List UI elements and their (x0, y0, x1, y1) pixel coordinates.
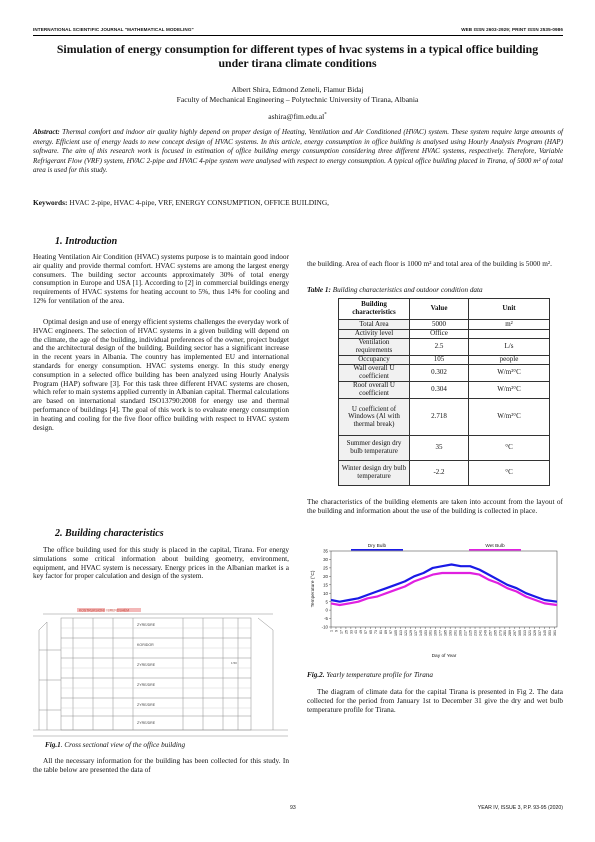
table-cell: m² (469, 320, 550, 330)
x-tick-label: 225 (468, 630, 473, 636)
table-cell: 0.302 (410, 365, 469, 382)
fig1-top-label: KOSTRUKSIONI I BRENDSHËM (79, 608, 130, 613)
right-paragraph-1: the building. Area of each floor is 1000 m² and total area of the building is 5000 m². (307, 259, 552, 268)
abstract (33, 128, 563, 176)
x-tick-label: 33 (349, 630, 354, 634)
table-header-cell: Unit (469, 299, 550, 320)
authors: Albert Shira, Edmond Zeneli, Flamur Bidaj (231, 85, 364, 94)
y-tick-label: 10 (323, 590, 328, 596)
fig1-room-label: ZYRE/DRE (137, 683, 156, 687)
x-tick-label: 65 (369, 630, 374, 634)
x-tick-label: 201 (453, 630, 458, 636)
x-tick-label: 81 (379, 630, 384, 634)
x-tick-label: 257 (488, 630, 493, 636)
table-1-grid (338, 298, 550, 486)
table-cell: Summer design dry bulb temperature (339, 436, 410, 461)
y-tick-label: 25 (323, 565, 328, 571)
table1-caption-text: Building characteristics and outdoor condition data (332, 286, 483, 294)
table-cell: 0.304 (410, 382, 469, 399)
table-cell: Activity level (339, 330, 410, 339)
y-tick-label: 30 (323, 557, 328, 563)
x-tick-label: 305 (518, 630, 523, 636)
x-tick-label: 17 (339, 630, 344, 634)
fig1-room-label: KORIDOR (137, 643, 154, 647)
table-cell: Winter design dry bulb temperature (339, 461, 410, 486)
building-paragraph-2: All the necessary information for the building has been collected for this study. In the table below are presented the data of (33, 756, 289, 774)
y-axis-label: Temperature (°C) (311, 570, 316, 608)
table-row (339, 436, 550, 461)
table-row (339, 356, 550, 365)
contact-email (45, 112, 550, 121)
x-tick-label: 57 (364, 630, 369, 634)
x-tick-label: 265 (493, 630, 498, 636)
table-row (339, 339, 550, 356)
table-cell: people (469, 356, 550, 365)
keywords-text: HVAC 2-pipe, HVAC 4-pipe, VRF, ENERGY CONSUMPTION, OFFICE BUILDING, (69, 198, 330, 207)
journal-header-right: WEB ISSN 2603-2929; PRINT ISSN 2535-0986 (461, 27, 563, 32)
x-tick-label: 233 (473, 630, 478, 636)
x-tick-label: 137 (413, 630, 418, 636)
y-tick-label: 15 (323, 582, 328, 588)
table-cell: -2.2 (410, 461, 469, 486)
email-footnote-mark: * (324, 112, 327, 118)
x-tick-label: 9 (334, 630, 339, 632)
page-number: 93 (290, 805, 296, 811)
table-cell: Ventilation requirements (339, 339, 410, 356)
email-link[interactable]: ashira@fim.edu.al (268, 112, 325, 121)
x-tick-label: 337 (538, 630, 543, 636)
section-building-heading: 2. Building characteristics (55, 528, 164, 539)
table-cell: °C (469, 436, 550, 461)
x-tick-label: 329 (533, 630, 538, 636)
table-cell: L/s (469, 339, 550, 356)
fig1-room-label: ZYRE/DRE (137, 721, 156, 725)
x-tick-label: 289 (508, 630, 513, 636)
x-tick-label: 161 (428, 630, 433, 636)
x-tick-label: 249 (483, 630, 488, 636)
section-introduction-heading: 1. Introduction (55, 236, 118, 247)
x-axis-label: Day of Year (431, 654, 457, 659)
table-header-row (339, 299, 550, 320)
plot-area (331, 551, 557, 627)
table-header-cell: Value (410, 299, 469, 320)
fig2-caption-text: Yearly temperature profile for Tirana (326, 671, 433, 679)
x-tick-label: 169 (433, 630, 438, 636)
table-row (339, 330, 550, 339)
abstract-label: Abstract: (33, 128, 60, 136)
fig1-label: Fig.1 (45, 741, 61, 749)
table-row (339, 365, 550, 382)
x-tick-label: 121 (403, 630, 408, 636)
keywords-label: Keywords: (33, 198, 68, 207)
table-cell: Total Area (339, 320, 410, 330)
x-tick-label: 217 (463, 630, 468, 636)
x-tick-label: 25 (344, 630, 349, 634)
intro-paragraph-1: Heating Ventilation Air Condition (HVAC) systems purpose is to maintain good indoor air quality and provide thermal comfort. HVAC systems are among the largest energy consumers. The building sector accounts approximately 30% of total energy consumption in Europe and USA [1]. According to [2] in commercial buildings energy requirements of HVAC systems for heating account to 5%, thus 14% for cooling and 12% for ventilation of the area. (33, 252, 289, 305)
table-1 (338, 298, 550, 486)
table-header-cell: Building characteristics (339, 299, 410, 320)
table-cell: 105 (410, 356, 469, 365)
table-row (339, 382, 550, 399)
table-cell: 35 (410, 436, 469, 461)
table-cell: 2.5 (410, 339, 469, 356)
x-tick-label: 1 (329, 630, 334, 632)
legend-swatch (469, 549, 521, 551)
table-cell: 5000 (410, 320, 469, 330)
x-tick-label: 73 (374, 630, 379, 634)
building-paragraph: The office building used for this study is placed in the capital, Tirana. For energy simulations some critical information about building geometry, environment, equipment, and HVAC system is necessary. Energy prices in the Albanian market is a key factor for proper calculation and design of the system. (33, 545, 289, 581)
x-tick-label: 97 (389, 630, 394, 634)
y-tick-label: 35 (323, 548, 328, 554)
journal-header-left: INTERNATIONAL SCIENTIFIC JOURNAL "MATHEMATICAL MODELING" (33, 27, 194, 32)
x-tick-label: 321 (528, 630, 533, 636)
legend-swatch (351, 549, 403, 551)
x-tick-label: 41 (354, 630, 359, 634)
fig1-room-label: ZYRE/DRE (137, 623, 156, 627)
series-line-wet-bulb (331, 573, 557, 605)
fig1-room-label: ZYRE/DRE (137, 663, 156, 667)
y-tick-label: 5 (325, 599, 328, 605)
x-tick-label: 185 (443, 630, 448, 636)
x-tick-label: 153 (423, 630, 428, 636)
x-tick-label: 193 (448, 630, 453, 636)
x-tick-label: 345 (542, 630, 547, 636)
keywords (33, 198, 563, 207)
right-paragraph-3: The diagram of climate data for the capital Tirana is presented in Fig 2. The data collected for the period from January 1st to December 31 give the dry and wet bulb temperature profile for Tirana. (307, 687, 563, 714)
x-tick-label: 313 (523, 630, 528, 636)
table-cell: W/m²°C (469, 399, 550, 436)
right-paragraph-2: The characteristics of the building elements are taken into account from the layout of the building and information about the use of the building is collected in place. (307, 497, 563, 515)
issue-info: YEAR IV, ISSUE 3, P.P. 93-95 (2020) (477, 805, 563, 811)
table-cell: 2.718 (410, 399, 469, 436)
legend-label: Wet Bulb (485, 544, 505, 549)
table-cell (469, 330, 550, 339)
table-cell: Office (410, 330, 469, 339)
fig1-room-label: ZYRE/DRE (137, 703, 156, 707)
x-tick-label: 241 (478, 630, 483, 636)
table-cell: U coefficient of Windows (Al with thermal break) (339, 399, 410, 436)
legend-label: Dry Bulb (367, 544, 387, 549)
x-tick-label: 297 (513, 630, 518, 636)
table-cell: Occupancy (339, 356, 410, 365)
intro-paragraph-2: Optimal design and use of energy efficient systems challenges the everyday work of HVAC engineers. The selection of HVAC systems in a given building will depend on the climate, the age of the building, individual preferences of the owner, project budget and the architectural design of the building. Building sector has a significant increase in the recent years in Albania. The country has implemented EU and international standards for energy consumption. HVAC systems energy. In this study energy consumption in a selected office building has been analyzed using Hourly Analysis Program (HAP) software [3]. For this task three different HVAC systems are chosen, which refer to main systems applied currently in Albanian capital. Thermal calculations are based on international standard ISO13790:2008 for energy use and thermal performance of buildings [4]. The goal of this work is to evaluate energy consumption in heating and cooling for the five floor office building with respect to HVAC system design. (33, 317, 289, 432)
affiliation: Faculty of Mechanical Engineering – Polytechnic University of Tirana, Albania (176, 95, 419, 104)
x-tick-label: 113 (398, 630, 403, 636)
figure-2-chart (307, 539, 563, 659)
table-cell: Wall overall U coefficient (339, 365, 410, 382)
table-row (339, 320, 550, 330)
x-tick-label: 353 (547, 630, 552, 636)
paper-title: Simulation of energy consumption for different types of hvac systems in a typical office building under tirana climate conditions (56, 42, 539, 70)
table-cell: °C (469, 461, 550, 486)
fig2-label: Fig.2. (307, 671, 325, 679)
x-tick-label: 273 (498, 630, 503, 636)
table-cell: Roof overall U coefficient (339, 382, 410, 399)
figure-1-caption (45, 741, 185, 749)
x-tick-label: 49 (359, 630, 364, 634)
table1-label: Table 1: (307, 286, 331, 294)
table-row (339, 461, 550, 486)
y-tick-label: 20 (323, 573, 328, 579)
figure-2-caption (307, 671, 433, 679)
x-tick-label: 129 (408, 630, 413, 636)
temperature-chart (307, 539, 563, 659)
x-tick-label: 89 (384, 630, 389, 634)
x-tick-label: 281 (503, 630, 508, 636)
header-divider (33, 35, 563, 36)
x-tick-label: 209 (458, 630, 463, 636)
x-tick-label: 105 (393, 630, 398, 636)
y-tick-label: -5 (324, 616, 328, 622)
x-tick-label: 145 (418, 630, 423, 636)
table-row (339, 399, 550, 436)
fig1-caption-text: . Cross sectional view of the office building (60, 741, 186, 749)
y-tick-label: -10 (321, 624, 328, 630)
x-tick-label: 361 (552, 630, 557, 636)
abstract-text: Thermal comfort and indoor air quality highly depend on proper design of Heating, Ventilation and Air Conditioned (HVAC) system. These system require large amounts of energy. Efficient use of energy leads to new concept design of HVAC systems. In this article, energy consumption in office building is analysed using Hourly Analysis Program (HAP) software. The aim of this research work is focused in estimation of office building energy consumption considering three different HVAC systems, respectively. Therefore, Variable Refrigerant Flow (VRF) system, HVAC 2-pipe and HVAC 4-pipe system were analysed with respect to energy consumption. A typical office building placed in Tirana, of 5000 m² of total area is used for this study. (33, 128, 563, 175)
table-1-caption (307, 286, 483, 294)
figure-1-cross-section (33, 600, 295, 740)
table-cell: W/m²°C (469, 365, 550, 382)
table-cell: W/m²°C (469, 382, 550, 399)
fig1-side-label: 1:50 (231, 661, 237, 665)
y-tick-label: 0 (325, 607, 328, 613)
x-tick-label: 177 (438, 630, 443, 636)
